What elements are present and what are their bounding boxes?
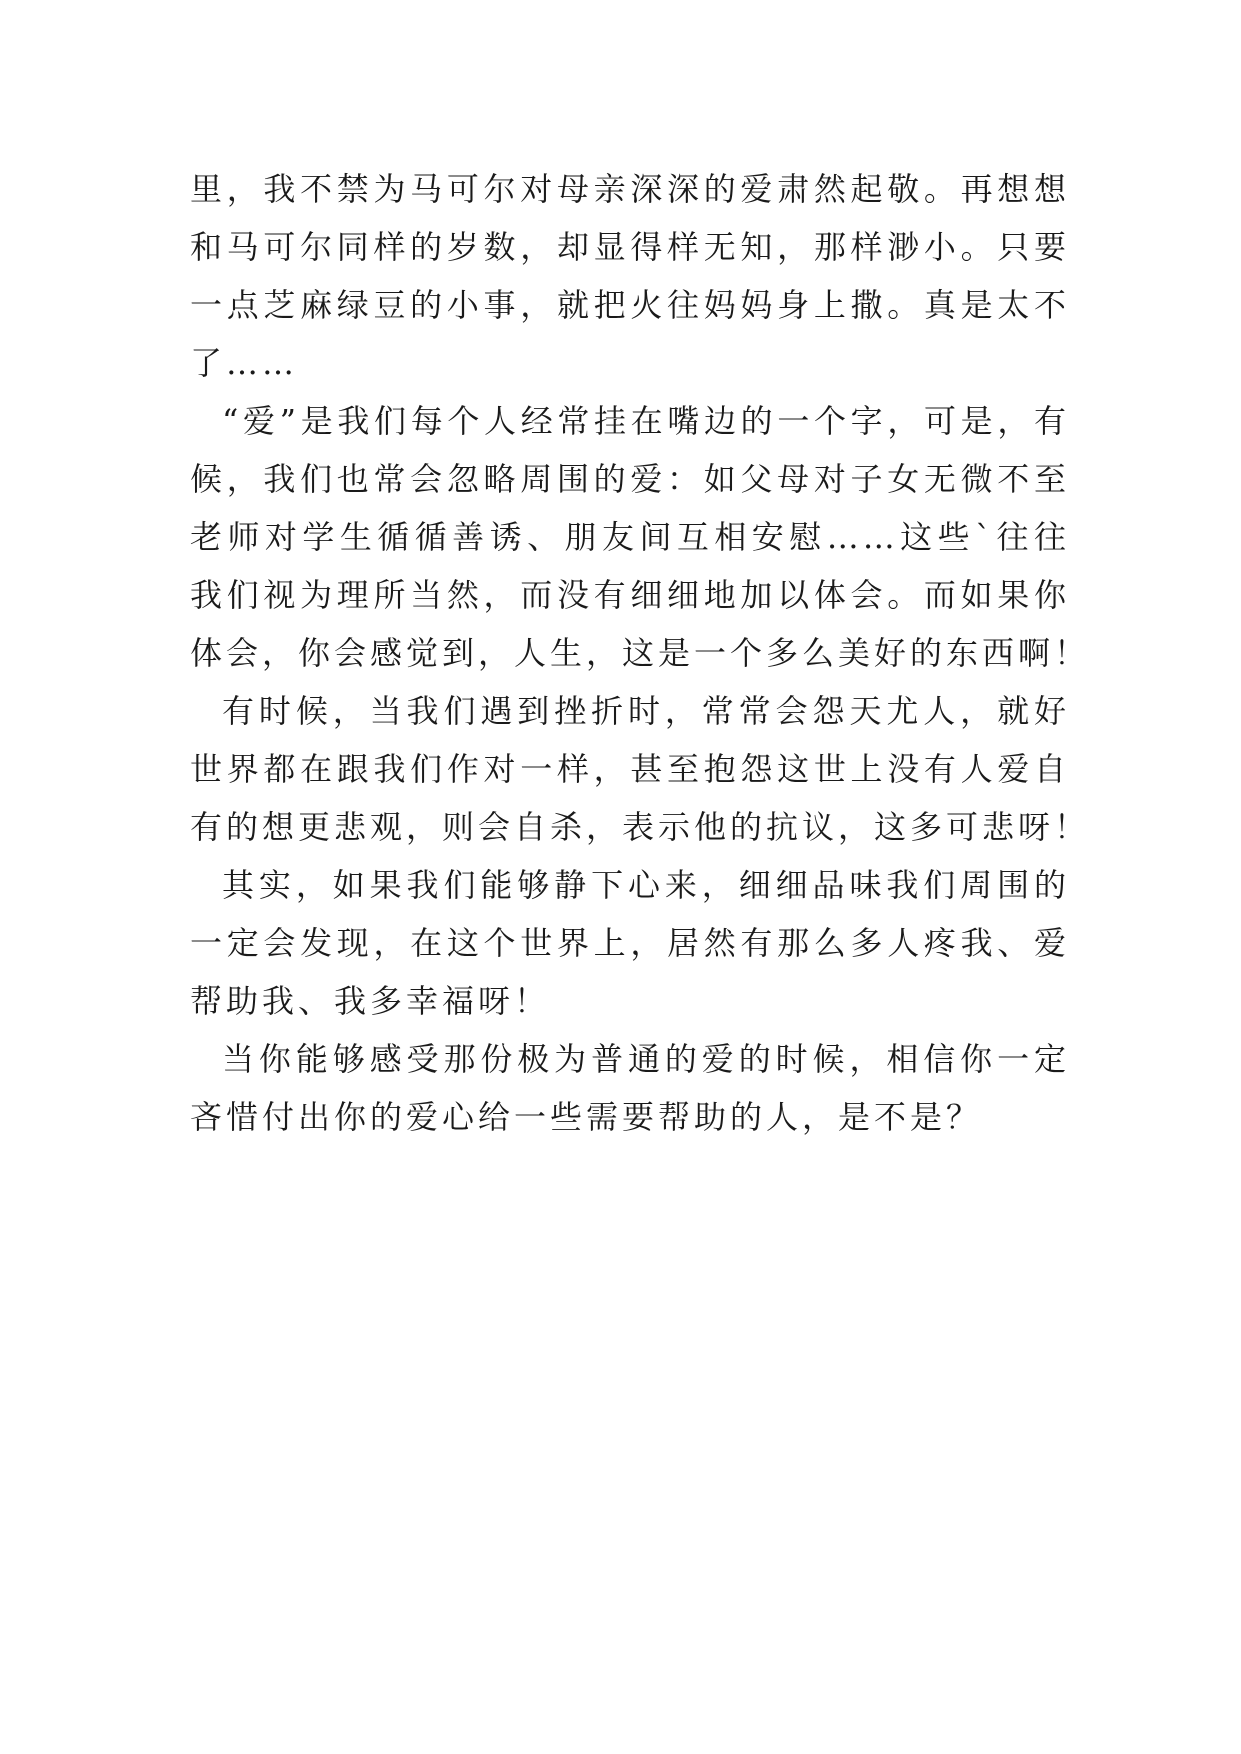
- text-line: 我们视为理所当然，而没有细细地加以体会。而如果你: [190, 576, 1070, 614]
- text-line: 有的想更悲观，则会自杀，表示他的抗议，这多可悲呀！: [190, 808, 1091, 846]
- text-line: 了……: [190, 344, 299, 382]
- text-line: 一定会发现，在这个世界上，居然有那么多人疼我、爱: [190, 924, 1070, 962]
- text-line: 体会，你会感觉到，人生，这是一个多么美好的东西啊！: [190, 634, 1091, 672]
- text-line: 老师对学生循循善诱、朋友间互相安慰……这些`往往: [190, 518, 1070, 556]
- text-line: 其实，如果我们能够静下心来，细细品味我们周围的: [222, 866, 1070, 904]
- document-body: [190, 160, 1091, 1146]
- text-line: 里，我不禁为马可尔对母亲深深的爱肃然起敬。再想想: [190, 170, 1070, 208]
- text-line: 有时候，当我们遇到挫折时，常常会怨天尤人，就好: [222, 692, 1070, 730]
- text-line: 一点芝麻绿豆的小事，就把火往妈妈身上撒。真是太不: [190, 286, 1070, 324]
- text-line: “爱”是我们每个人经常挂在嘴边的一个字，可是，有: [222, 402, 1070, 440]
- text-line: 吝惜付出你的爱心给一些需要帮助的人，是不是？: [190, 1098, 983, 1136]
- text-line: 帮助我、我多幸福呀！: [190, 982, 551, 1020]
- text-line: 世界都在跟我们作对一样，甚至抱怨这世上没有人爱自: [190, 750, 1070, 788]
- text-line: 和马可尔同样的岁数，却显得样无知，那样渺小。只要: [190, 228, 1070, 266]
- text-line: 当你能够感受那份极为普通的爱的时候，相信你一定: [222, 1040, 1070, 1078]
- text-line: 候，我们也常会忽略周围的爱：如父母对子女无微不至: [190, 460, 1070, 498]
